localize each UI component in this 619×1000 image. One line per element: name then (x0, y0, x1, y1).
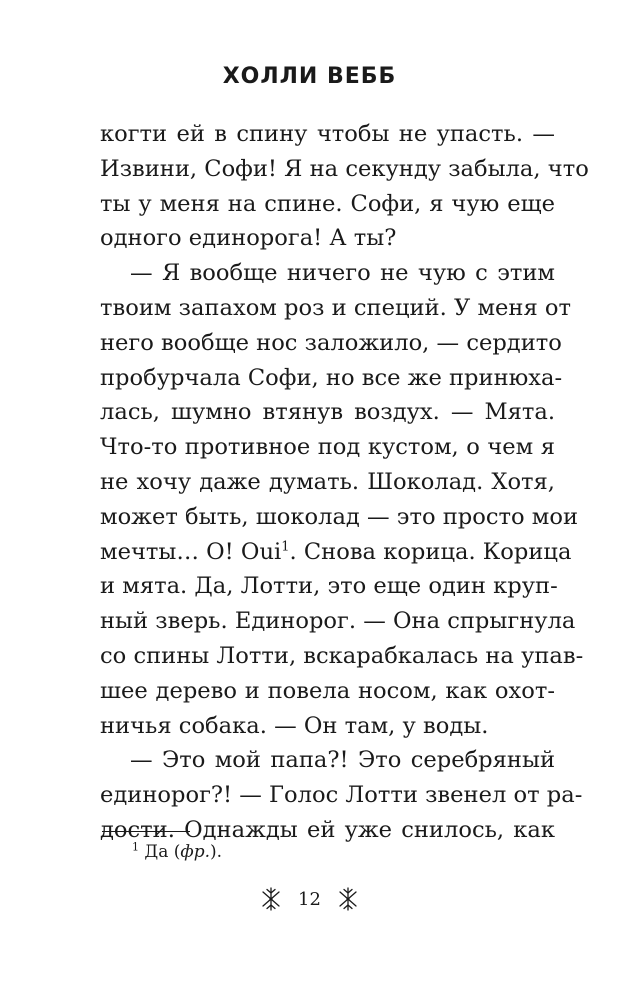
text-line: — Это мой папа?! Это серебряный (130, 747, 555, 774)
text-line: одного единорога! А ты? (100, 225, 397, 252)
footnote-abbr: фр. (180, 842, 210, 862)
text-line: единорог?! — Голос Лотти звенел от ра- (100, 782, 583, 809)
footnote-tail: ). (210, 842, 223, 862)
text-line: может быть, шоколад — это просто мои (100, 503, 579, 530)
sparkle-ornament-right-icon (335, 886, 361, 912)
text-line: Что-то противное под кустом, о чем я (100, 434, 555, 461)
footnote-ref[interactable]: 1 (281, 539, 290, 555)
text-line: не хочу даже думать. Шоколад. Хотя, (100, 468, 555, 495)
text-line: лась, шумно втянув воздух. — Мята. (100, 399, 555, 426)
text-line: и мята. Да, Лотти, это еще один круп- (100, 573, 558, 600)
text-fragment: . Снова корица. Корица (289, 538, 572, 565)
page-footer (0, 884, 619, 914)
text-line: — Я вообще ничего не чую с этим (130, 260, 555, 287)
text-line: ты у меня на спине. Софи, я чую еще (100, 190, 555, 217)
text-line-with-footnote (100, 535, 572, 570)
text-line: когти ей в спину чтобы не упасть. — (100, 121, 555, 147)
body-text (100, 117, 589, 848)
text-line: со спины Лотти, вскарабкалась на упав- (100, 642, 584, 669)
text-line: дости. Однажды ей уже снилось, как (100, 816, 555, 843)
text-line: твоим запахом роз и специй. У меня от (100, 294, 572, 321)
text-line: пробурчала Софи, но все же принюха- (100, 364, 563, 391)
text-line: Извини, Софи! Я на секунду забыла, что (100, 155, 589, 182)
text-line: ничья собака. — Он там, у воды. (100, 712, 489, 739)
page-number: 12 (298, 888, 321, 910)
text-fragment: мечты… О! Oui (100, 538, 282, 565)
running-head: ХОЛЛИ ВЕББ (222, 64, 397, 89)
footnote-text: Да ( (144, 842, 181, 862)
footnote-marker: 1 (132, 840, 139, 854)
sparkle-ornament-left-icon (258, 886, 284, 912)
text-line: ный зверь. Единорог. — Она спрыгнула (100, 608, 576, 635)
text-line: шее дерево и повела носом, как охот- (100, 677, 555, 704)
footnote (132, 842, 222, 862)
text-line: него вообще нос заложило, — сердито (100, 329, 562, 356)
footnote-divider (102, 831, 190, 832)
